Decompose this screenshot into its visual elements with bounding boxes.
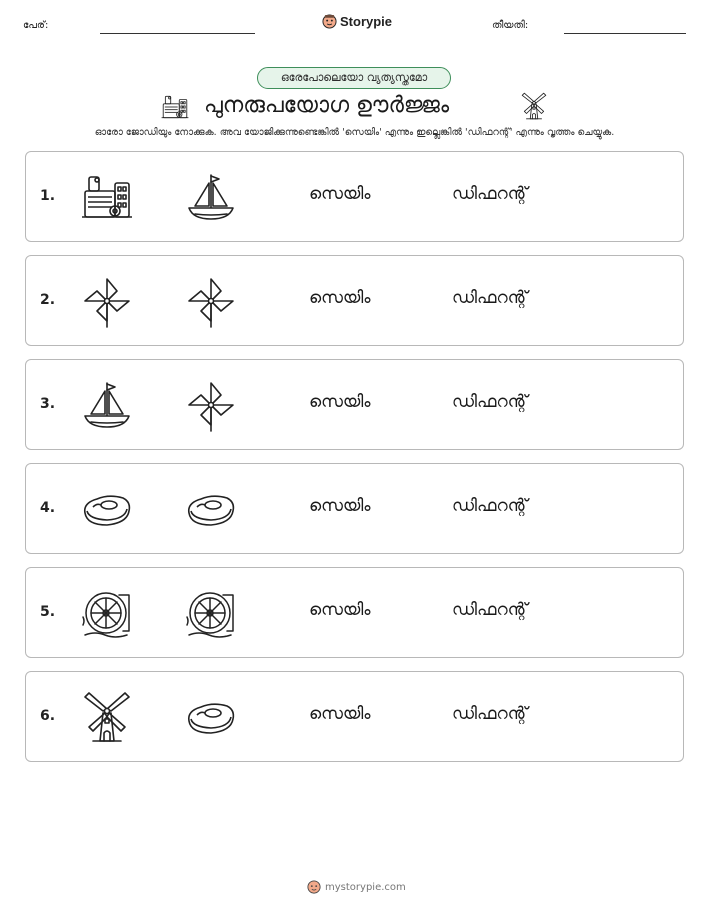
question-number: 1. [40,188,56,204]
sailboat-icon [79,377,135,433]
question-number: 4. [40,500,56,516]
worksheet-header [0,14,709,40]
stone-icon [79,481,135,537]
name-field-line[interactable] [100,33,255,34]
question-row [25,671,684,762]
pinwheel-icon [183,273,239,329]
brand-name: Storypie [340,14,393,29]
name-label: പേര്: [23,20,49,31]
waterwheel-icon [183,585,239,641]
question-row [25,359,684,450]
option-different[interactable]: ഡിഫറന്റ് [452,184,528,204]
windmill-icon [79,689,135,745]
date-field-line[interactable] [564,33,686,34]
option-same[interactable]: സെയിം [309,392,371,412]
brand-logo [322,14,392,29]
factory-icon [79,169,135,225]
date-label: തീയതി: [492,20,529,31]
question-row [25,463,684,554]
footer [307,880,406,894]
sailboat-icon [183,169,239,225]
question-number: 5. [40,604,56,620]
windmill-icon [519,91,549,121]
stone-icon [183,689,239,745]
option-different[interactable]: ഡിഫറന്റ് [452,496,528,516]
option-different[interactable]: ഡിഫറന്റ് [452,600,528,620]
footer-url[interactable]: mystorypie.com [325,881,406,893]
topic-badge: ഒരേപോലെയോ വ്യത്യസ്തമോ [257,67,451,89]
option-same[interactable]: സെയിം [309,288,371,308]
question-row [25,255,684,346]
option-same[interactable]: സെയിം [309,600,371,620]
option-different[interactable]: ഡിഫറന്റ് [452,392,528,412]
pinwheel-icon [183,377,239,433]
option-same[interactable]: സെയിം [309,496,371,516]
stone-icon [183,481,239,537]
question-number: 6. [40,708,56,724]
storypie-mascot-icon [322,14,337,29]
factory-icon [160,92,190,122]
question-number: 2. [40,292,56,308]
pinwheel-icon [79,273,135,329]
waterwheel-icon [79,585,135,641]
question-row [25,151,684,242]
option-same[interactable]: സെയിം [309,704,371,724]
title-row [0,91,709,123]
option-different[interactable]: ഡിഫറന്റ് [452,288,528,308]
question-number: 3. [40,396,56,412]
instructions: ഓരോ ജോഡിയും നോക്കുക. അവ യോജിക്കുന്നുണ്ടെങ്കിൽ 'സെയിം' എന്നും ഇല്ലെങ്കിൽ 'ഡിഫറന്റ്' എന്നും വൃത്തം ചെയ്യുക. [94,127,615,138]
question-row [25,567,684,658]
option-same[interactable]: സെയിം [309,184,371,204]
page-title: പുനരുപയോഗ ഊർജ്ജം [204,93,450,118]
storypie-mascot-icon [307,880,321,894]
option-different[interactable]: ഡിഫറന്റ് [452,704,528,724]
